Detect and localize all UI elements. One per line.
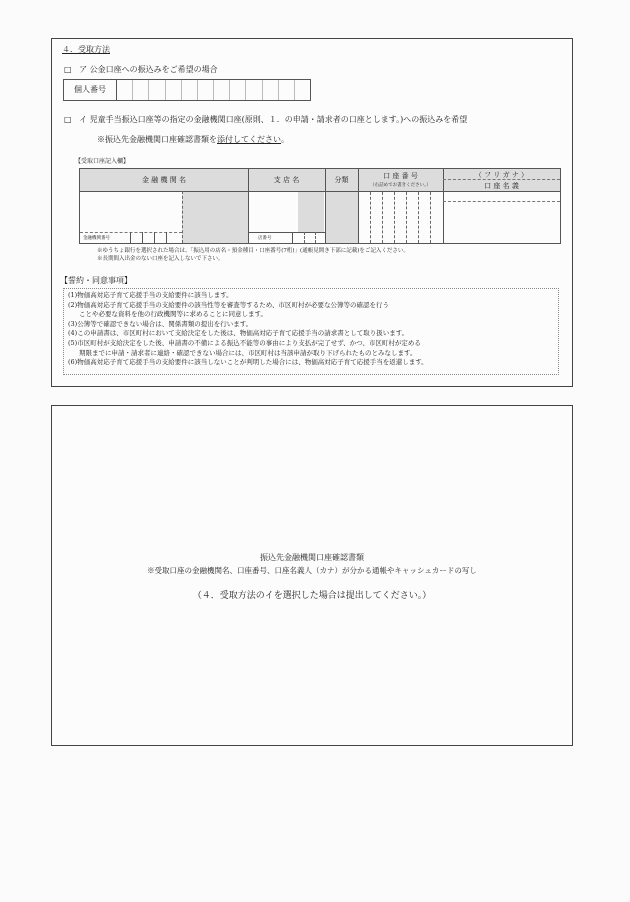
account-note-1: ※ゆうちょ銀行を選択された場合は、「振込用の店名・預金種目・口座番号(7桁)」(通帳見開き下部に記載)をご記入ください。 <box>97 248 409 254</box>
my-number-digit-divider <box>245 80 246 100</box>
header-category: 分類 <box>334 176 349 184</box>
account-note-2: ※長期間入出金のない口座を記入しないで下さい。 <box>97 256 224 262</box>
agreement-list <box>63 288 559 375</box>
my-number-digit-divider <box>197 80 198 100</box>
account-holder-input[interactable] <box>444 202 560 243</box>
my-number-digit-divider <box>262 80 263 100</box>
attach-note-emphasis: 添付してください <box>217 135 281 144</box>
attachment-description: ※受取口座の金融機関名、口座番号、口座名義人（カナ）が分かる通帳やキャッシュカードの写し <box>147 566 477 575</box>
agreement-item: (4)この申請書は、市区町村において支給決定をした後は、物価高対応子育て応援手当の請求書として取り扱います。 <box>68 329 409 338</box>
branch-code-label: 店番号 <box>258 236 272 241</box>
option-a-row <box>64 64 218 75</box>
option-i-row <box>64 114 467 125</box>
header-furigana: （ フ リ ガ ナ ） <box>474 171 529 179</box>
branch-name-gray <box>298 191 324 233</box>
section-title: ４．受取方法 <box>62 45 110 54</box>
my-number-digit-divider <box>294 80 295 100</box>
attachment-instruction: （４．受取方法のイを選択した場合は提出してください。） <box>192 591 432 601</box>
agreement-item: 期限までに申請・請求者に連絡・確認できない場合には、市区町村は当該申請が取り下げられたものとみなします。 <box>79 348 417 357</box>
branch-name-input[interactable] <box>249 192 298 232</box>
option-a-label: ア 公金口座への振込みをご希望の場合 <box>79 65 218 74</box>
my-number-digit-divider <box>278 80 279 100</box>
attach-note <box>97 134 289 145</box>
bank-name-input[interactable] <box>80 192 182 232</box>
account-entry-heading: 【受取口座記入欄】 <box>75 158 130 165</box>
agreement-item: (5)市区町村が支給決定をした後、申請書の不備による振込不能等の事由により支払が完了せず、かつ、市区町村が定める <box>68 338 421 347</box>
header-account-number-note: （右詰めでお書きください。） <box>370 183 431 188</box>
attach-note-suffix: 。 <box>281 135 289 144</box>
my-number-digit-divider <box>132 80 133 100</box>
my-number-digit-divider <box>181 80 182 100</box>
header-account-holder: 口 座 名 義 <box>484 182 519 190</box>
option-i-checkbox[interactable]: □ <box>64 115 72 124</box>
header-account-number: 口 座 番 号 <box>383 172 418 180</box>
agreement-item: ことや必要な資料を他の行政機関等に求めることに同意します。 <box>79 310 267 319</box>
agreement-item: (1)物価高対応子育て応援手当の支給要件に該当します。 <box>68 291 233 299</box>
option-a-checkbox[interactable]: □ <box>64 65 72 74</box>
account-number-input[interactable] <box>359 192 443 243</box>
my-number-field[interactable] <box>63 79 311 101</box>
category-gray <box>325 191 358 243</box>
header-branch-name: 支 店 名 <box>273 176 300 184</box>
my-number-digit-divider <box>165 80 166 100</box>
account-entry-table <box>79 168 561 244</box>
my-number-digit-divider <box>213 80 214 100</box>
agreement-item: (3)公簿等で確認できない場合は、関係書類の提出を行います。 <box>68 319 253 328</box>
header-bank-name: 金 融 機 関 名 <box>142 176 186 184</box>
bank-name-gray <box>182 191 248 243</box>
my-number-digit-divider <box>229 80 230 100</box>
attachment-title: 振込先金融機関口座確認書類 <box>260 553 364 562</box>
my-number-label: 個人番号 <box>64 80 117 100</box>
my-number-digit-divider <box>148 80 149 100</box>
furigana-input[interactable] <box>444 192 560 201</box>
attach-note-prefix: ※振込先金融機関口座確認書類を <box>97 135 217 144</box>
bank-code-label: 金融機関番号 <box>83 236 110 241</box>
option-i-label: イ 児童手当振込口座等の指定の金融機関口座(原則、１．の申請・請求者の口座とします。)への振込みを希望 <box>79 115 468 124</box>
agreement-heading: 【誓約・同意事項】 <box>60 276 132 285</box>
agreement-item: (2)物価高対応子育て応援手当の支給要件の該当性等を審査等するため、市区町村が必要な公簿等の確認を行う <box>68 300 389 309</box>
agreement-item: (6)物価高対応子育て応援手当の支給要件に該当しないことが判明した場合には、物価高対応子育て応援手当を返還します。 <box>68 358 428 367</box>
